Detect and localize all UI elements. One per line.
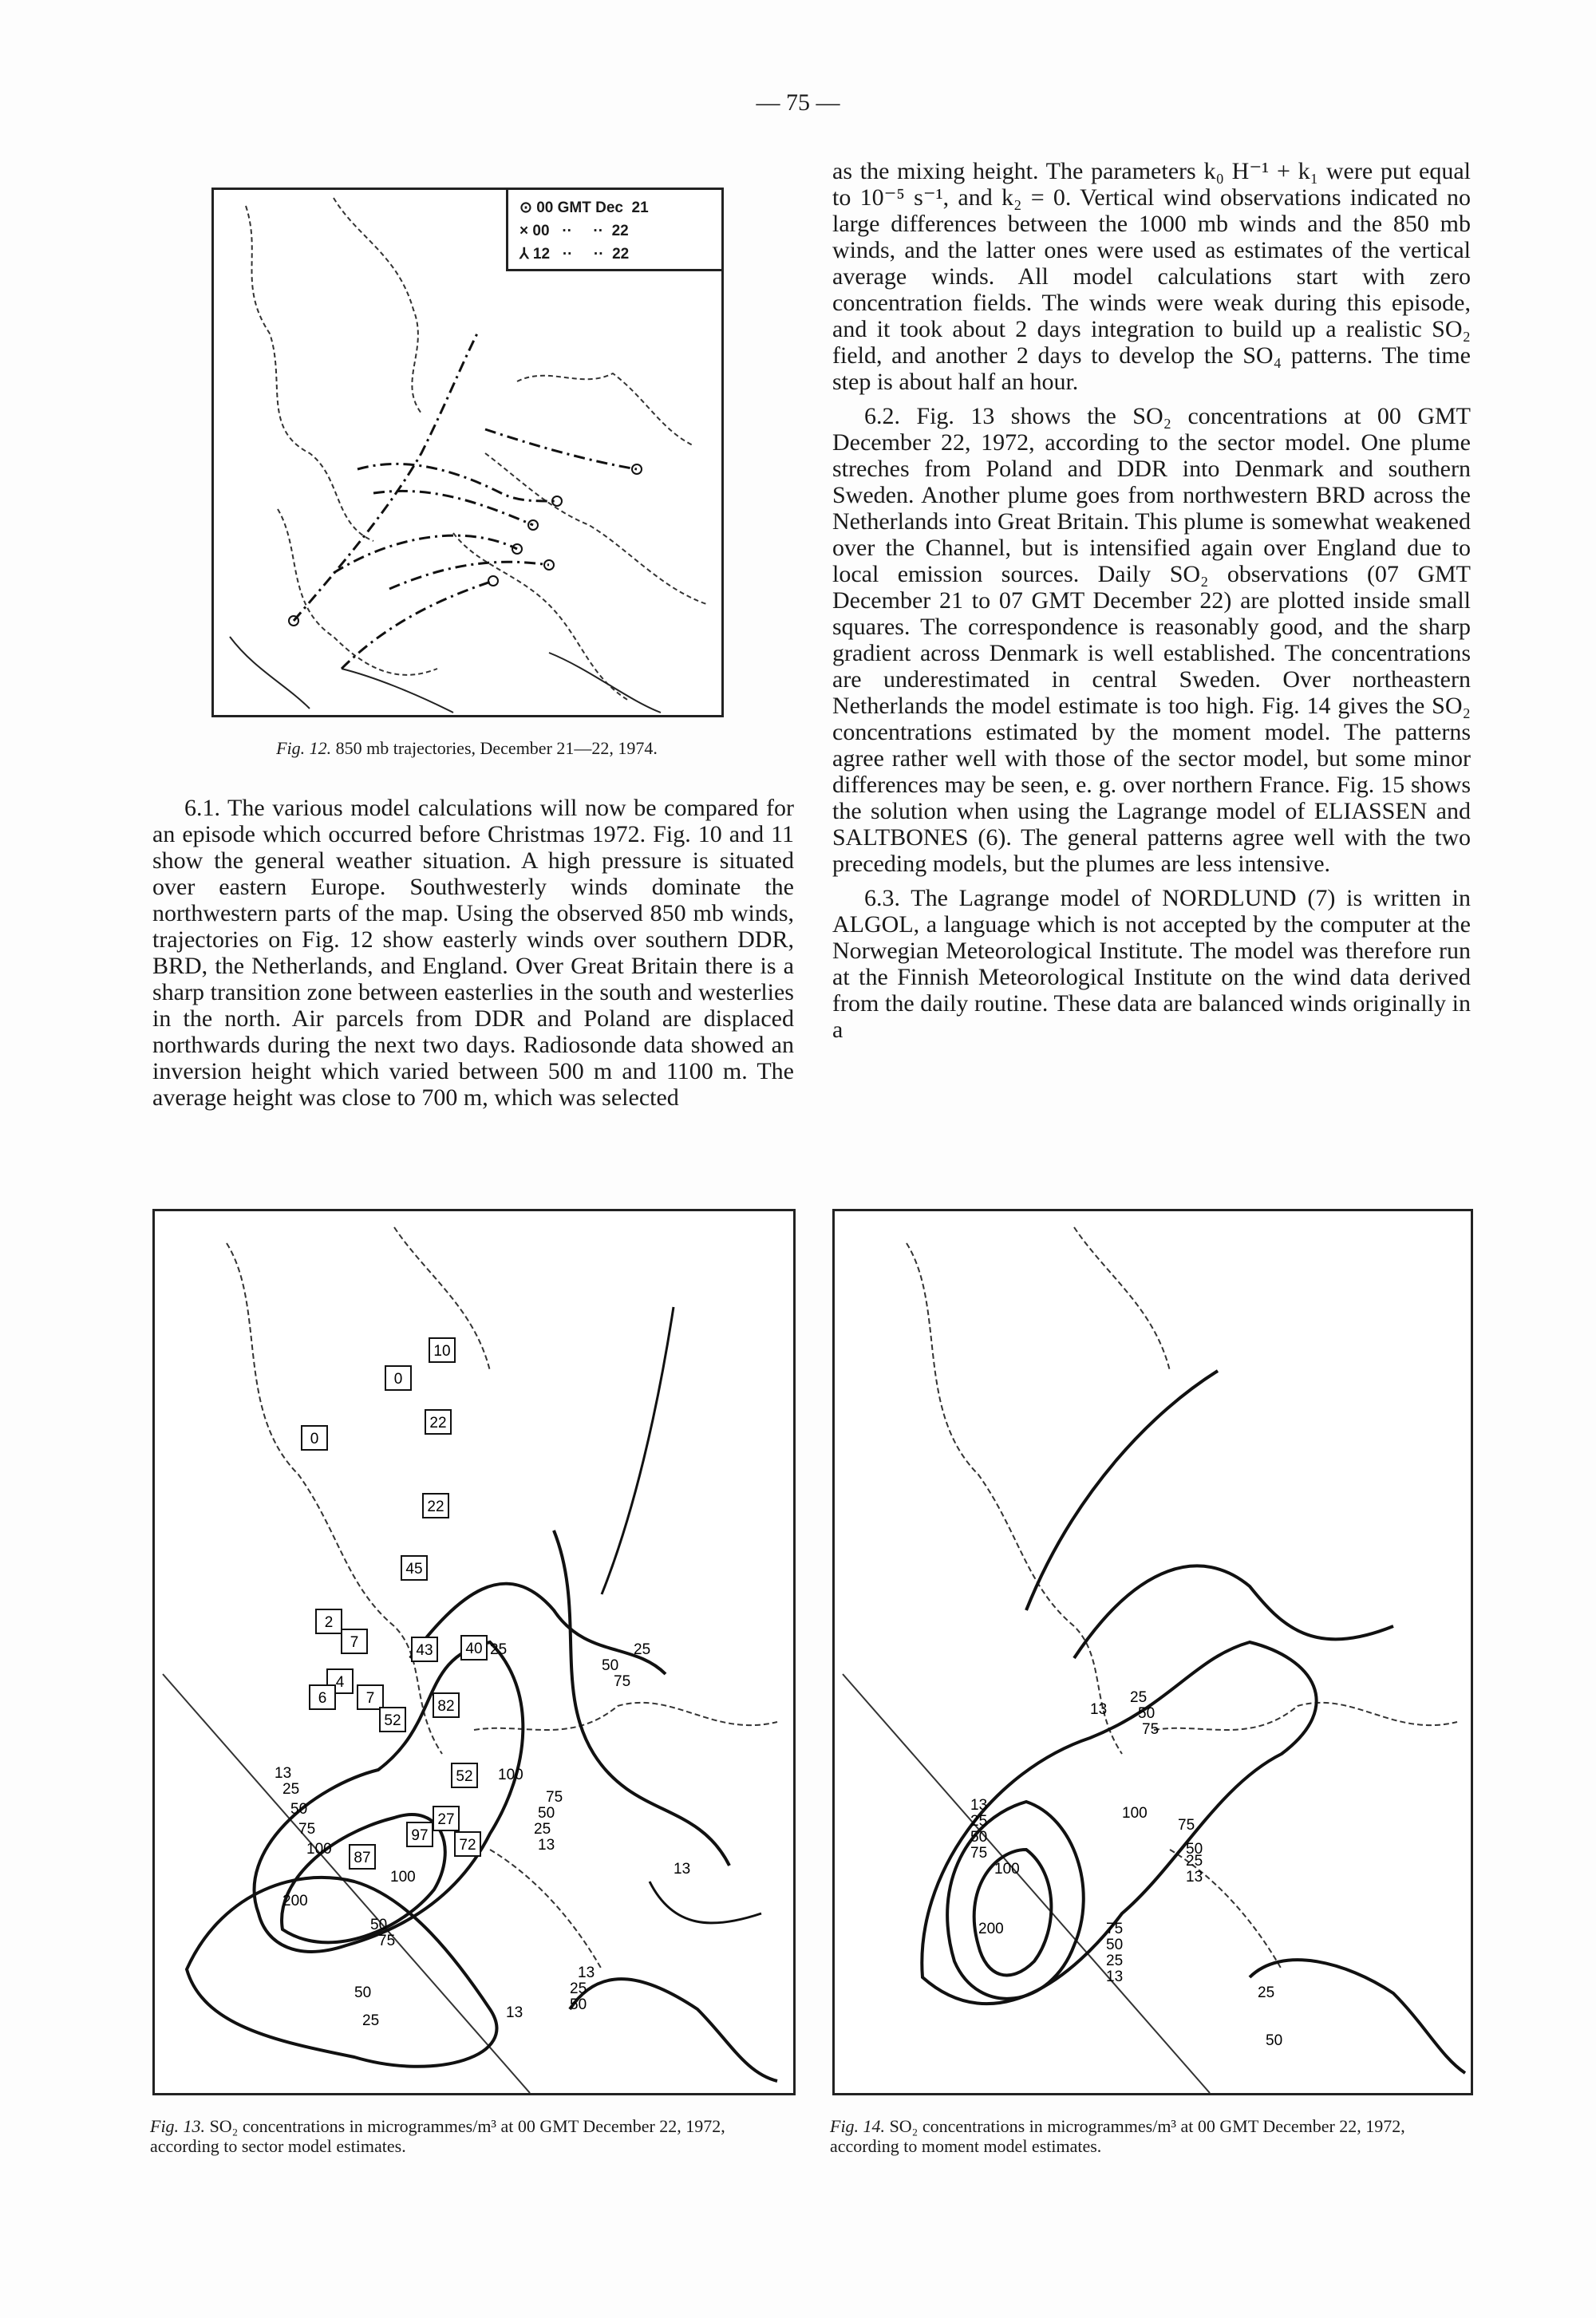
contour-label: 25: [634, 1641, 651, 1658]
contour-label: 25: [1258, 1984, 1275, 2001]
contour-label: 50: [970, 1829, 988, 1846]
figure-14-caption: [830, 2116, 1476, 2156]
observation-value: 7: [350, 1634, 359, 1651]
legend-item-dec22-12: ⅄ 12 ·· ·· 22: [519, 246, 630, 263]
caption-label: Fig. 14.: [830, 2116, 886, 2136]
figure-13-caption: [150, 2116, 796, 2156]
figure-12-caption: [211, 738, 722, 758]
figure-13-so2-sector-map: [152, 1209, 796, 2095]
contour-label: 50: [602, 1657, 619, 1674]
caption-text: SO₂ concentrations in microgrammes/m³ at 00 GMT December 22, 1972, according to sector model estimates.: [150, 2116, 725, 2156]
contour-label: 13: [1186, 1869, 1203, 1886]
observation-value: 22: [427, 1499, 444, 1515]
legend-item-dec22-00: × 00 ·· ·· 22: [519, 223, 629, 239]
observation-value: 82: [437, 1698, 455, 1715]
caption-label: Fig. 12.: [276, 738, 332, 758]
observation-value: 87: [354, 1850, 371, 1866]
contour-label: 75: [546, 1789, 563, 1806]
contour-label: 50: [290, 1801, 308, 1818]
contour-label: 50: [1106, 1937, 1124, 1953]
observation-value: 52: [384, 1712, 401, 1729]
paragraph-6-3: 6.3. The Lagrange model of NORDLUND (7) is written in ALGOL, a language which is not accepted by the computer at the Norwegian Meteorological Institute. The model was therefore run at the Finnish Meteorological Institute on the wind data derived from the daily routine. These data are balanced winds originally in a: [832, 885, 1471, 1043]
page-number: — 75 —: [756, 89, 840, 116]
contour-label: 75: [1142, 1721, 1159, 1738]
contour-label: 50: [354, 1984, 372, 2001]
contour-label: 100: [994, 1861, 1020, 1878]
sector-model-contour-map: [155, 1211, 793, 2093]
contour-label: 25: [362, 2012, 380, 2029]
observation-value: 22: [429, 1415, 447, 1431]
contour-label: 50: [370, 1917, 388, 1933]
caption-text: 850 mb trajectories, December 21—22, 1974.: [335, 738, 658, 758]
contour-label: 13: [275, 1765, 292, 1782]
paragraph-6-1: 6.1. The various model calculations will now be compared for an episode which occurred before Christmas 1972. Fig. 10 and 11 show the general weather situation. A high pressure is situated over eastern Europe. Southwesterly winds dominate the northwestern parts of the map. Using the observed 850 mb winds, trajectories on Fig. 12 show easterly winds over southern DDR, BRD, the Netherlands, and England. Over Great Britain there is a sharp transition zone between easterlies in the south and westerlies in the north. Air parcels from DDR and Poland are displaced northwards during the next two days. Radiosonde data showed an inversion height which varied between 500 m and 1100 m. The average height was close to 700 m, which was selected: [152, 795, 794, 1111]
contour-label: 100: [390, 1869, 416, 1886]
contour-label: 13: [578, 1965, 595, 1981]
contour-label: 13: [538, 1837, 555, 1854]
left-column-text: [152, 795, 794, 1119]
contour-label: 75: [298, 1821, 316, 1838]
contour-label: 13: [1106, 1969, 1124, 1985]
contour-label: 25: [282, 1781, 300, 1798]
contour-label: 50: [1138, 1705, 1156, 1722]
observation-value: 97: [411, 1827, 429, 1844]
observation-value: 27: [437, 1811, 455, 1828]
legend-item-dec21-00: ⊙ 00 GMT Dec 21: [519, 199, 649, 216]
contour-label: 25: [490, 1641, 508, 1658]
figure-14-so2-moment-map: [832, 1209, 1473, 2095]
right-column-text: [832, 158, 1471, 1051]
observation-value: 10: [433, 1343, 451, 1360]
observation-value: 43: [416, 1642, 433, 1659]
observation-value: 2: [324, 1614, 334, 1631]
contour-label: 200: [282, 1893, 308, 1909]
contour-label: 100: [306, 1841, 332, 1858]
paragraph-6-2: 6.2. Fig. 13 shows the SO₂ concentrations at 00 GMT December 22, 1972, according to the sector model. One plume streches from Poland and DDR into Denmark and southern Sweden. Another plume goes from northwestern BRD across the Netherlands into Great Britain. This plume is somewhat weakened over the Channel, but is intensified again over England due to local emission sources. Daily SO₂ observations (07 GMT December 21 to 07 GMT December 22) are plotted inside small squares. The correspondence is reasonably good, and the sharp gradient across Denmark is well established. The concentrations are underestimated in central Sweden. Over northeastern Netherlands the model estimate is too high. Fig. 14 gives the SO₂ concentrations estimated by the moment model. The patterns agree rather well with those of the sector model, but some minor differences may be seen, e. g. over northern France. Fig. 15 shows the solution when using the Lagrange model of ELIASSEN and SALTBONES (6). The general patterns agree well with the two preceding models, but the plumes are less intensive.: [832, 403, 1471, 877]
contour-label: 13: [674, 1861, 691, 1878]
contour-label: 75: [614, 1673, 631, 1690]
contour-label: 13: [1090, 1701, 1108, 1718]
contour-label: 25: [970, 1813, 988, 1830]
contour-label: 75: [378, 1933, 396, 1949]
contour-label: 13: [506, 2004, 523, 2021]
caption-label: Fig. 13.: [150, 2116, 206, 2136]
contour-label: 25: [1130, 1689, 1148, 1706]
paragraph-continued: as the mixing height. The parameters k₀ H⁻¹ + k₁ were put equal to 10⁻⁵ s⁻¹, and k₂ = 0. Vertical wind observations indicated no large differences between the 1000 mb winds and the 850 mb winds, and the latter ones were used as estimates of the vertical average winds. All model calculations start with zero concentration fields. The winds were weak during this episode, and it took about 2 days integration to build up a realistic SO₂ field, and another 2 days to develop the SO₄ patterns. The time step is about half an hour.: [832, 158, 1471, 395]
observation-value: 4: [335, 1674, 345, 1691]
observation-value: 40: [465, 1641, 483, 1657]
observation-value: 72: [459, 1837, 476, 1854]
figure-12-trajectory-map: [211, 188, 724, 717]
observation-value: 7: [365, 1690, 375, 1707]
contour-label: 13: [970, 1797, 988, 1814]
observation-value: 52: [456, 1768, 473, 1785]
contour-label: 50: [1186, 1841, 1203, 1858]
contour-label: 75: [970, 1845, 988, 1862]
observation-value: 45: [405, 1561, 423, 1578]
contour-label: 25: [1106, 1953, 1124, 1969]
contour-label: 25: [1186, 1853, 1203, 1870]
moment-model-contour-map: [835, 1211, 1471, 2093]
contour-label: 100: [498, 1767, 523, 1783]
contour-label: 50: [1266, 2032, 1283, 2049]
contour-label: 50: [570, 1996, 587, 2013]
observation-value: 0: [393, 1371, 403, 1388]
contour-label: 50: [538, 1805, 555, 1822]
observation-value: 0: [310, 1431, 319, 1447]
contour-label: 75: [1106, 1921, 1124, 1937]
contour-label: 75: [1178, 1817, 1195, 1834]
contour-label: 100: [1122, 1805, 1148, 1822]
trajectory-legend: [506, 190, 721, 271]
contour-label: 200: [978, 1921, 1004, 1937]
contour-label: 25: [570, 1980, 587, 1997]
contour-label: 25: [534, 1821, 551, 1838]
caption-text: SO₂ concentrations in microgrammes/m³ at 00 GMT December 22, 1972, according to moment model estimates.: [830, 2116, 1405, 2156]
observation-value: 6: [318, 1690, 327, 1707]
